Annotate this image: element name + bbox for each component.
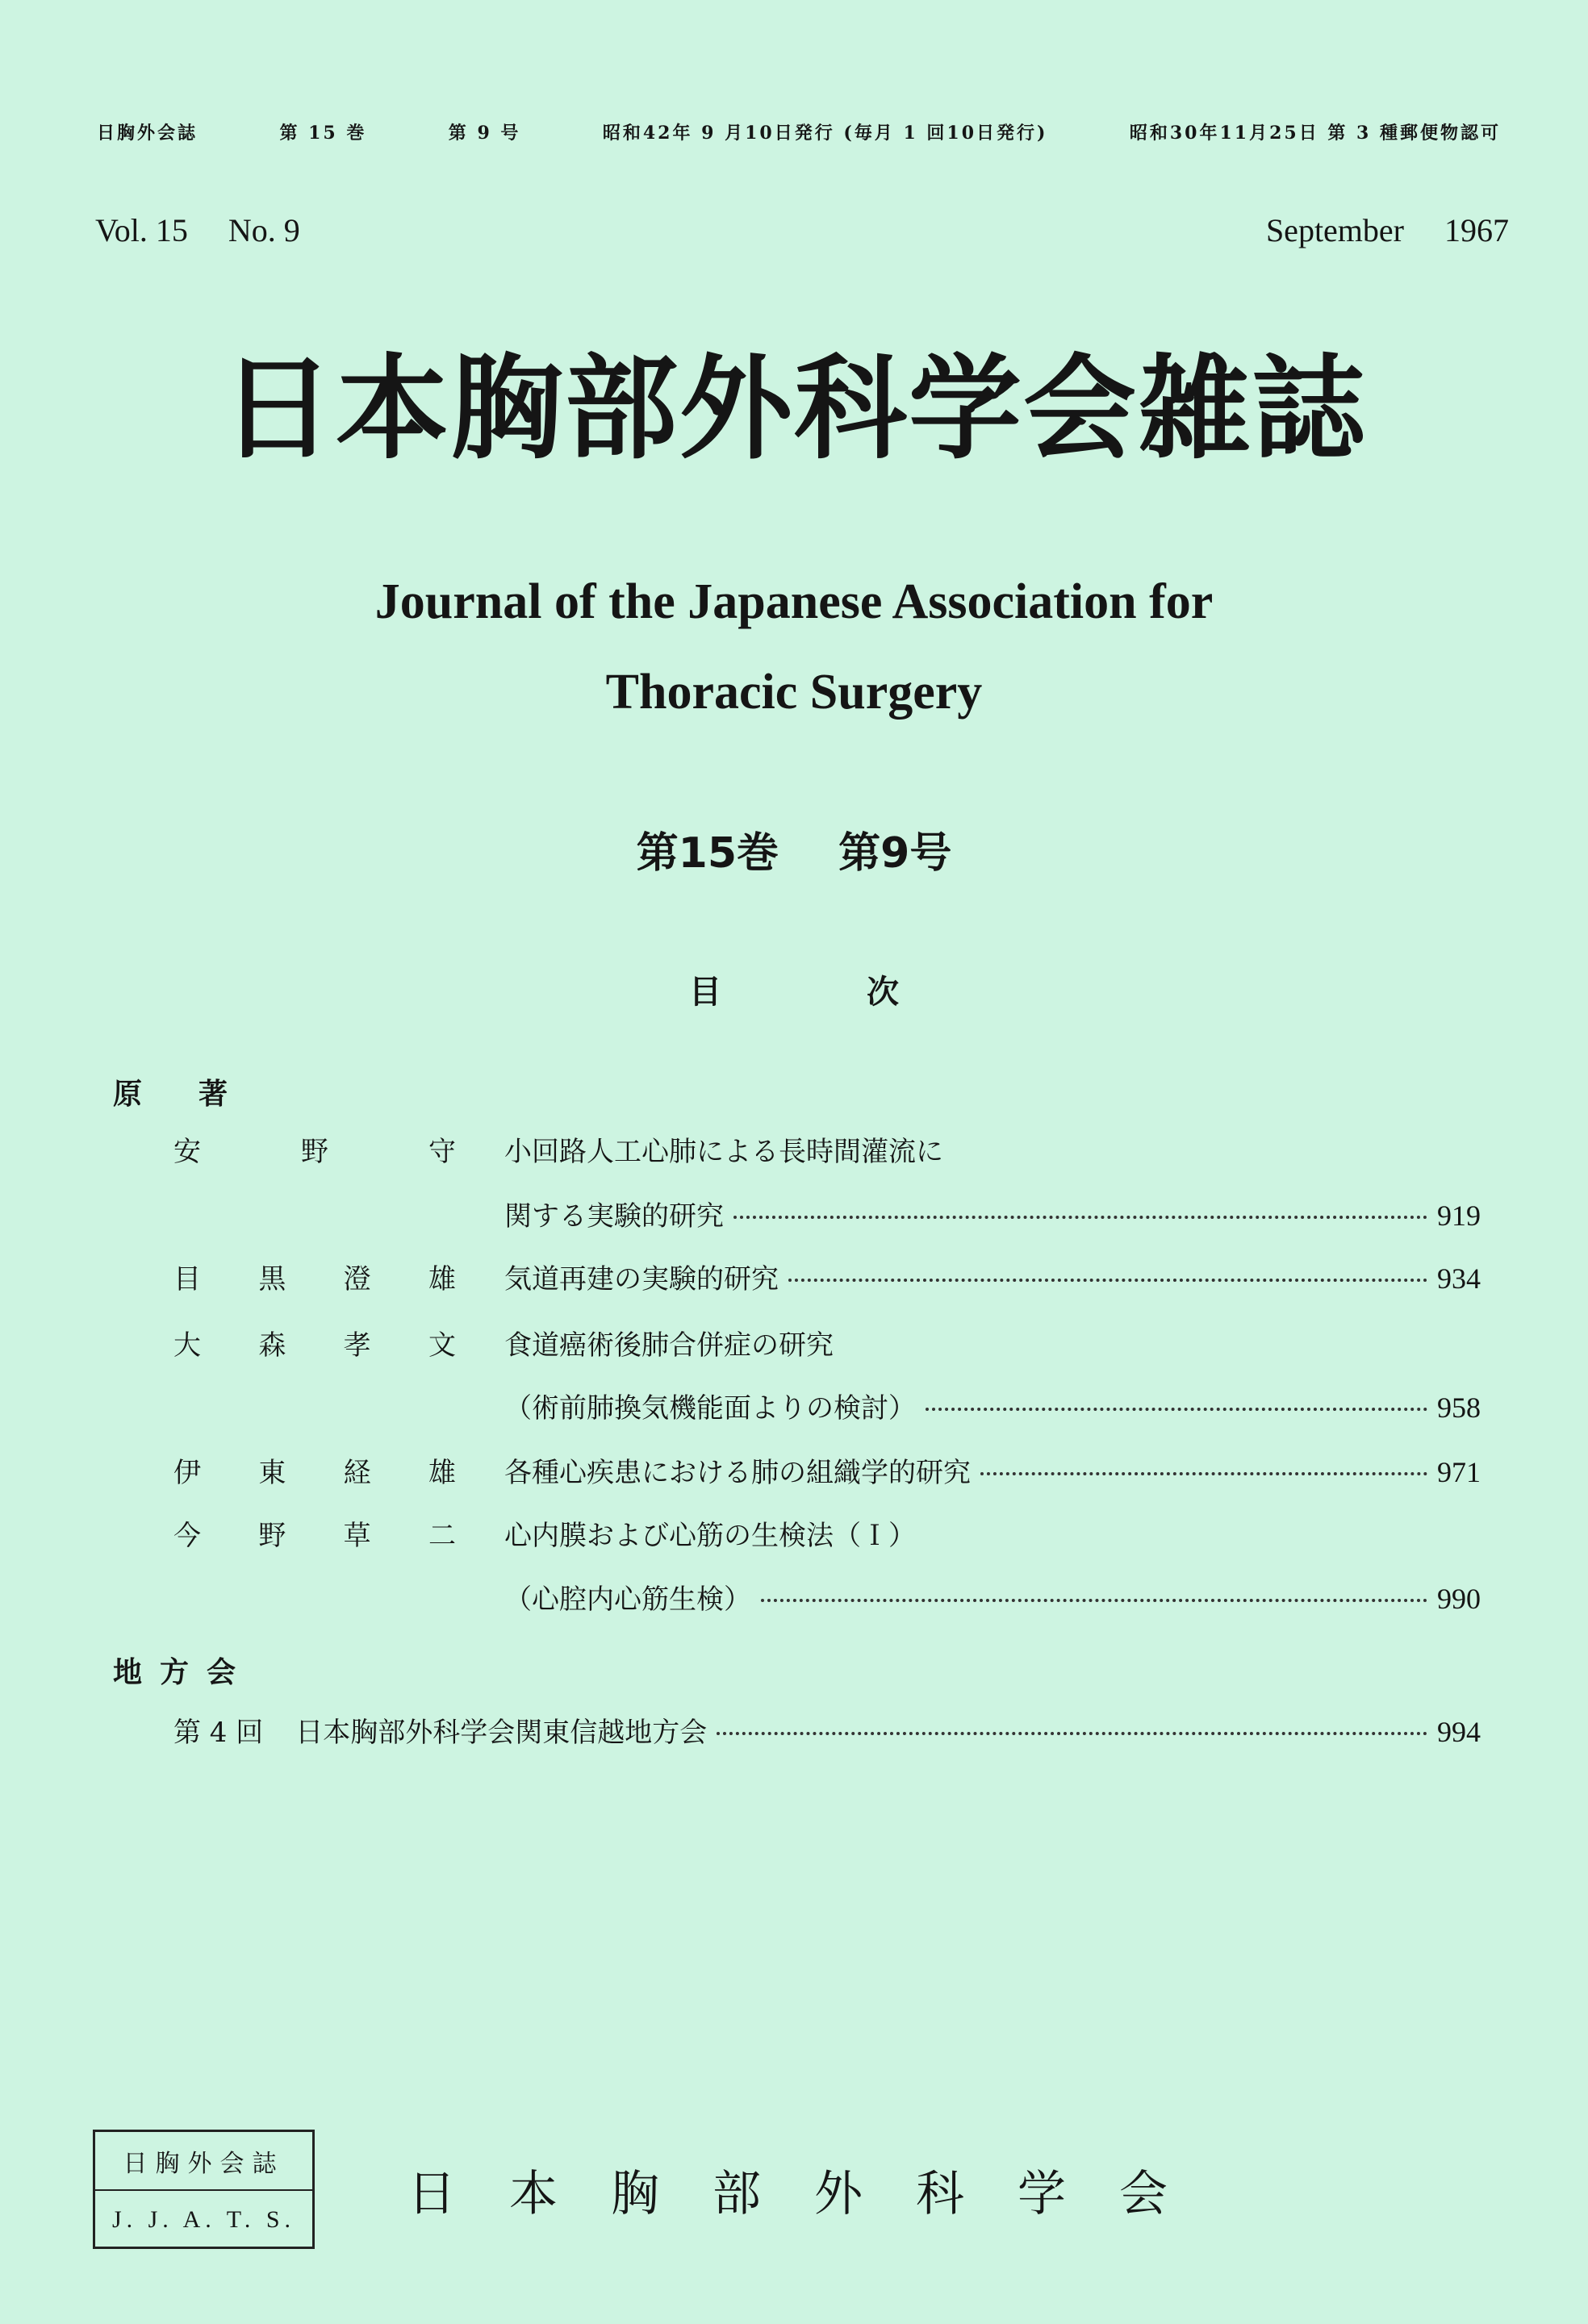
imprint-postal-permit: 昭和30年11月25日 第 3 種郵便物認可: [1129, 123, 1501, 144]
author: [173, 1257, 456, 1296]
author-char: 雄: [428, 1457, 456, 1489]
author-char: 二: [428, 1520, 456, 1552]
issue-volume: 第15巻: [636, 829, 779, 878]
author-char: 野: [301, 1136, 328, 1168]
volume-line: [95, 211, 1509, 249]
author-char: 森: [258, 1329, 286, 1362]
article-title-cont: （心腔内心筋生検）: [504, 1583, 751, 1616]
meeting-ordinal: 第 4 回: [173, 1717, 264, 1749]
toc-entry-continuation[interactable]: [504, 1386, 1481, 1426]
toc-entry[interactable]: [173, 1450, 1481, 1491]
article-title: 小回路人工心肺による長時間灌流に: [504, 1136, 943, 1168]
issue-month: September: [1265, 212, 1404, 248]
issue-year: 1967: [1444, 212, 1509, 248]
imprint-line: [97, 119, 1501, 144]
author-char: 澄: [343, 1263, 371, 1296]
author-char: 草: [343, 1520, 371, 1552]
toc-entry-continuation[interactable]: [504, 1577, 1481, 1617]
toc-entry[interactable]: [173, 1710, 1481, 1750]
journal-title-english-line2: Thoracic Surgery: [605, 665, 983, 720]
author-char: 雄: [428, 1263, 456, 1296]
toc-entry[interactable]: [173, 1513, 1481, 1554]
issue-number: [0, 819, 1588, 879]
article-title: 気道再建の実験的研究: [504, 1263, 779, 1296]
author-char: 経: [343, 1457, 371, 1489]
imprint-journal-abbr: 日胸外会誌: [97, 123, 198, 144]
page-number: 958: [1437, 1391, 1481, 1424]
imprint-number: 第 9 号: [448, 123, 521, 144]
dot-leader: [980, 1472, 1427, 1475]
article-title: 各種心疾患における肺の組織学的研究: [504, 1457, 971, 1489]
toc-entry-continuation[interactable]: [504, 1194, 1481, 1234]
abbreviation-en: J. J. A. T. S.: [111, 2205, 296, 2233]
author-char: 東: [258, 1457, 286, 1489]
dot-leader: [926, 1408, 1427, 1411]
toc-entry[interactable]: [173, 1323, 1481, 1363]
page-number: 994: [1437, 1716, 1481, 1748]
page-number: 971: [1437, 1456, 1481, 1488]
dot-leader: [733, 1216, 1427, 1219]
toc-entry[interactable]: [173, 1257, 1481, 1297]
volume-label: Vol. 15: [95, 212, 188, 248]
author-char: 野: [258, 1520, 286, 1552]
journal-title-japanese: 日本胸部外科学会雑誌: [220, 343, 1367, 475]
section-original-articles: 原著: [113, 1078, 285, 1111]
toc-entry[interactable]: [173, 1129, 1481, 1170]
author-char: 安: [173, 1136, 201, 1168]
page-number: 919: [1437, 1200, 1481, 1232]
author-char: 黒: [258, 1263, 286, 1296]
article-title-cont: 関する実験的研究: [504, 1200, 724, 1233]
abbreviation-ja: 日胸外会誌: [95, 2132, 312, 2191]
author-char: 伊: [173, 1457, 201, 1489]
number-label: No. 9: [228, 212, 300, 248]
author-char: 今: [173, 1520, 201, 1552]
dot-leader: [761, 1599, 1427, 1602]
meeting-title: 日本胸部外科学会関東信越地方会: [295, 1717, 708, 1749]
article-title: 食道癌術後肺合併症の研究: [504, 1329, 834, 1362]
dot-leader: [717, 1732, 1427, 1735]
journal-title-english: [0, 557, 1588, 737]
imprint-issue-date: 昭和42年 9 月10日発行 (毎月 1 回10日発行): [602, 123, 1048, 144]
author-char: 文: [428, 1329, 456, 1362]
article-title: 心内膜および心筋の生検法（Ｉ）: [504, 1520, 916, 1552]
abbreviation-box: [93, 2130, 315, 2249]
author: [173, 1129, 456, 1169]
author-char: 大: [173, 1329, 201, 1362]
toc-heading: 目次: [689, 974, 1044, 1011]
author: [173, 1450, 456, 1490]
page-number: 990: [1437, 1583, 1481, 1615]
article-title-cont: （術前肺換気機能面よりの検討）: [504, 1392, 916, 1425]
page-number: 934: [1437, 1262, 1481, 1295]
dot-leader: [788, 1279, 1427, 1282]
section-regional-meetings: 地方会: [113, 1656, 254, 1689]
imprint-volume: 第 15 巻: [279, 123, 367, 144]
author-char: 目: [173, 1263, 201, 1296]
issue-no: 第9号: [838, 829, 952, 878]
author-char: 孝: [343, 1329, 371, 1362]
author: [173, 1323, 456, 1362]
journal-title-english-line1: Journal of the Japanese Association for: [374, 574, 1214, 629]
publisher-name: 日本胸部外科学会: [407, 2166, 1221, 2222]
author-char: 守: [428, 1136, 456, 1168]
author: [173, 1513, 456, 1553]
